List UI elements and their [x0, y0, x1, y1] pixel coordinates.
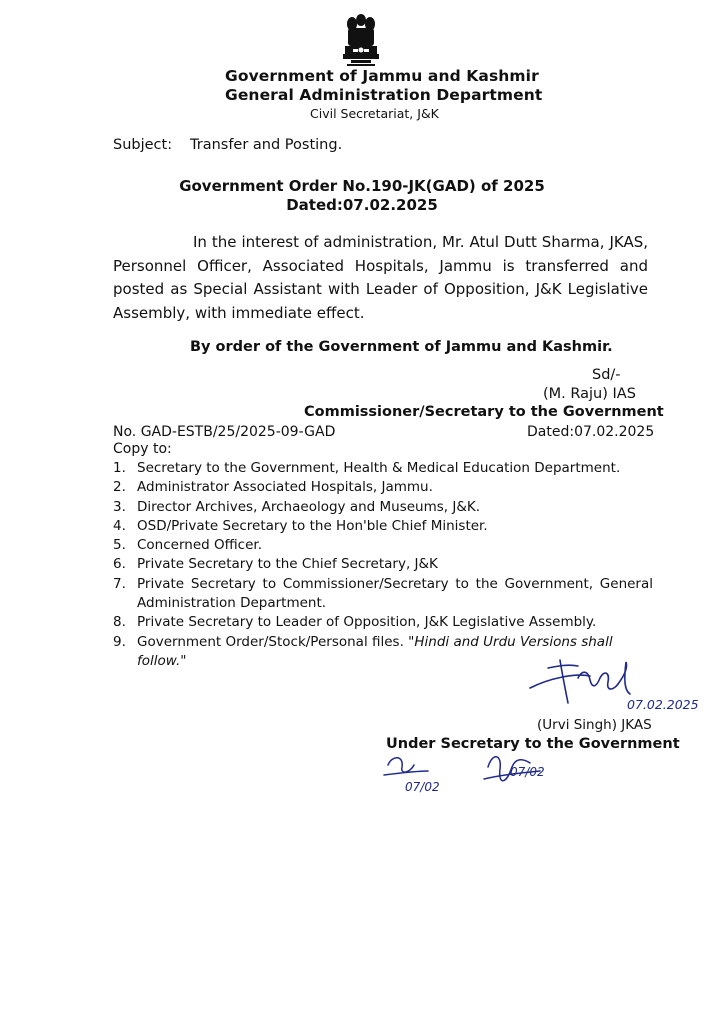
- initials-date-2: 07/02: [510, 765, 545, 779]
- reference-date: Dated:07.02.2025: [527, 424, 655, 440]
- list-item: 3. Director Archives, Archaeology and Museums, J&K.: [113, 498, 481, 515]
- signature-date: 07.02.2025: [627, 697, 699, 712]
- under-secretary-name: (Urvi Singh) JKAS: [537, 717, 652, 733]
- order-date: Dated:07.02.2025: [286, 196, 438, 214]
- list-item: 4. OSD/Private Secretary to the Hon'ble Chief Minister.: [113, 517, 488, 534]
- list-item: 5. Concerned Officer.: [113, 537, 263, 554]
- copy-to-label: Copy to:: [113, 441, 172, 457]
- order-body: In the interest of administration, Mr. Atul Dutt Sharma, JKAS, Personnel Officer, Associated Hospitals, Jammu is transferred and posted as Special Assistant with Leader of Opposition, J&K Legislative Assembly, with immediate effect.: [113, 233, 648, 322]
- subject-line: [113, 137, 342, 153]
- list-item: 7. Private Secretary to Commissioner/Secretary to the Government, General Administration Department.: [113, 575, 653, 612]
- sd-mark: Sd/-: [592, 367, 621, 383]
- subject-label: Subject:: [113, 137, 173, 153]
- department-heading: General Administration Department: [225, 86, 543, 104]
- copy-to-list: [113, 459, 653, 671]
- state-emblem-icon: [337, 10, 385, 68]
- versions-note: "Hindi and Urdu Versions shall follow.": [137, 633, 613, 669]
- under-secretary-designation: Under Secretary to the Government: [386, 736, 680, 752]
- list-item: 8. Private Secretary to Leader of Opposition, J&K Legislative Assembly.: [113, 614, 597, 631]
- signatory-designation: Commissioner/Secretary to the Government: [304, 404, 664, 420]
- subject-text: Transfer and Posting.: [190, 137, 343, 153]
- by-order-line: By order of the Government of Jammu and Kashmir.: [190, 339, 613, 355]
- list-item: 9. Government Order/Stock/Personal files. "Hindi and Urdu Versions shall follow.": [113, 633, 613, 669]
- signatory-name: (M. Raju) IAS: [543, 386, 636, 402]
- reference-number: No. GAD-ESTB/25/2025-09-GAD: [113, 424, 336, 440]
- government-heading: Government of Jammu and Kashmir: [225, 67, 539, 85]
- office-line: Civil Secretariat, J&K: [310, 106, 439, 121]
- order-number: Government Order No.190-JK(GAD) of 2025: [179, 177, 545, 195]
- initials-date-1: 07/02: [405, 780, 440, 794]
- list-item: 1. Secretary to the Government, Health & Medical Education Department.: [113, 460, 621, 476]
- list-item: 6. Private Secretary to the Chief Secretary, J&K: [113, 556, 438, 573]
- list-item: 2. Administrator Associated Hospitals, Jammu.: [113, 479, 433, 496]
